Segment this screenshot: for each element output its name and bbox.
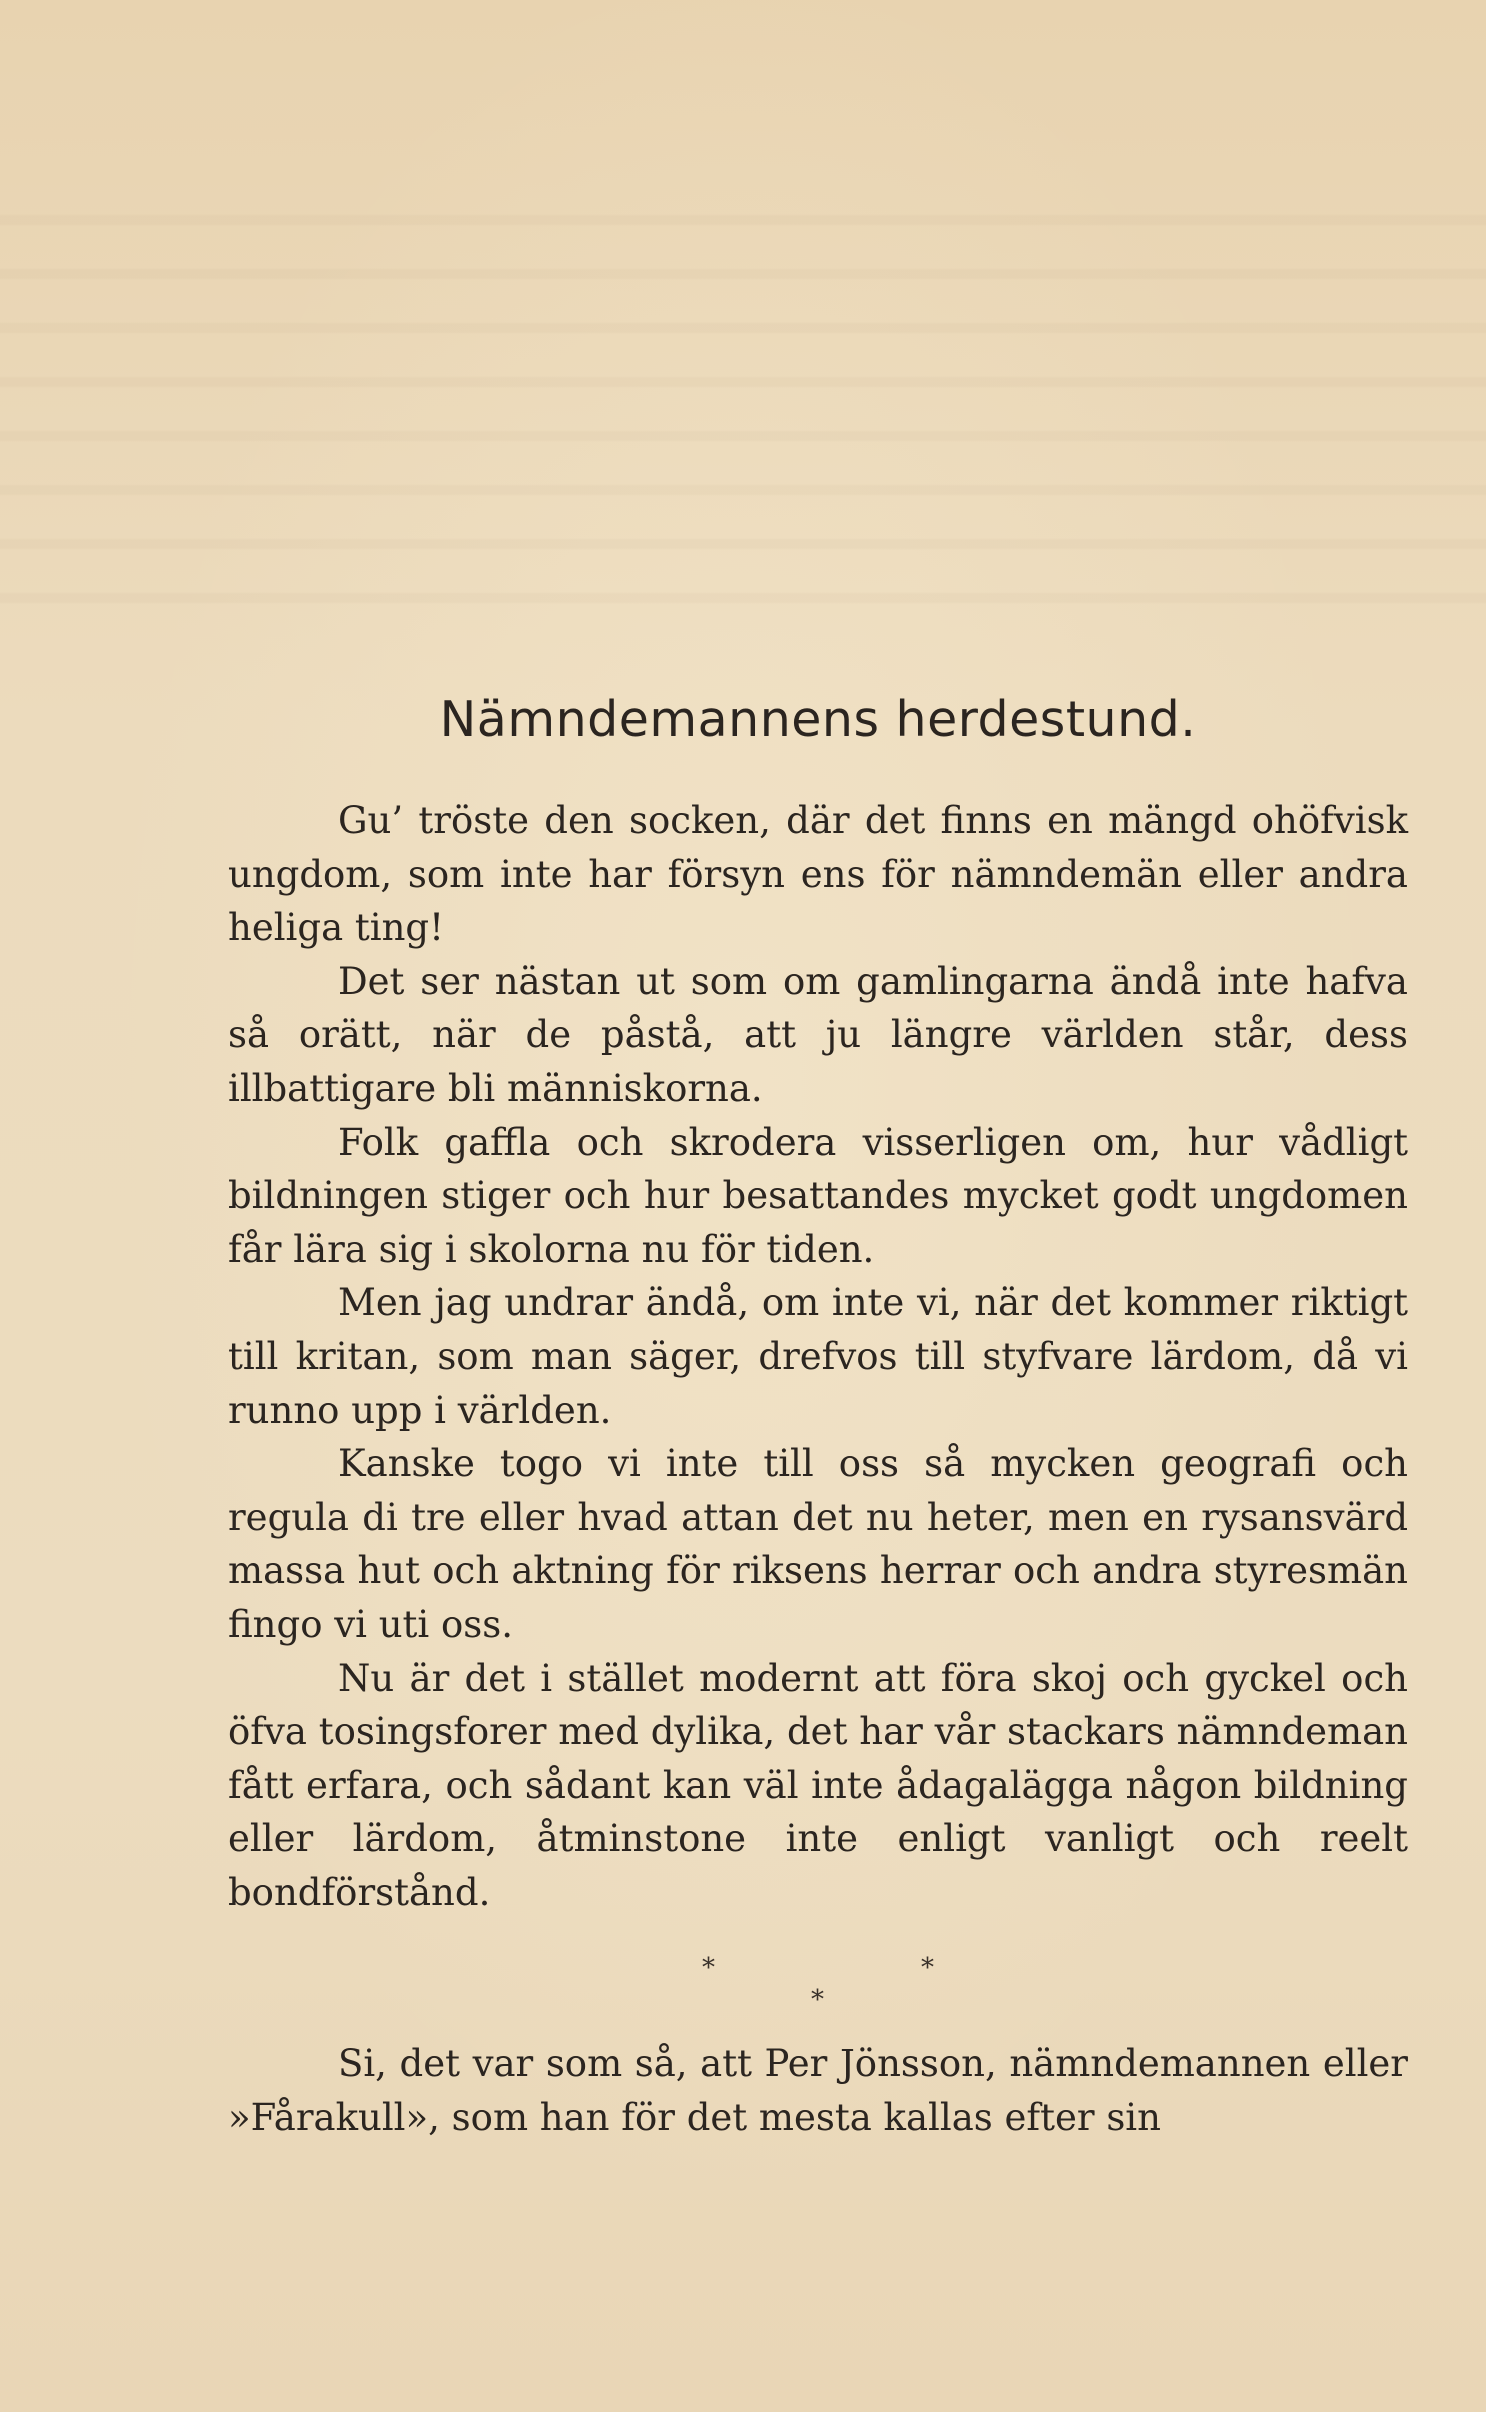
asterisk-left: * [702, 1953, 715, 1984]
asterisk-right: * [921, 1953, 934, 1984]
paragraph-2: Det ser nästan ut som om gamlingarna ändå inte hafva så orätt, när de påstå, att ju längre världen står, dess illbattigare bli människorna. [228, 959, 1408, 1110]
paragraph-4: Men jag undrar ändå, om inte vi, när det kommer riktigt till kritan, som man säger, drefvos till styfvare lärdom, då vi runno upp i världen. [228, 1281, 1408, 1432]
paragraph-5: Kanske togo vi inte till oss så mycken geografi och regula di tre eller hvad attan det nu heter, men en rysansvärd massa hut och aktning för riksens herrar och andra styresmän fingo vi uti oss. [228, 1442, 1408, 1646]
paragraph-6: Nu är det i stället modernt att föra skoj och gyckel och öfva tosingsforer med dylika, det har vår stackars nämndeman fått erfara, och sådant kan väl inte ådagalägga någon bildning eller lärdom, åtminstone inte enligt vanligt och reelt bondförstånd. [228, 1656, 1408, 1914]
paragraph-continuation: Si, det var som så, att Per Jönsson, nämndemannen eller »Fårakull», som han för det mesta kallas efter sin [228, 2042, 1408, 2140]
paragraph-3: Folk gaffla och skrodera visserligen om, hur vådligt bildningen stiger och hur besattandes mycket godt ungdomen får lära sig i skolorna nu för tiden. [228, 1120, 1408, 1271]
bleed-through-shadow [0, 180, 1486, 640]
text-block [228, 690, 1408, 2145]
asterisk-bottom: * [811, 1985, 824, 2016]
chapter-title: Nämndemannens herdestund. [439, 691, 1197, 748]
paragraph-1: Gu’ tröste den socken, där det finns en mängd ohöfvisk ungdom, som inte har försyn ens för nämndemän eller andra heliga ting! [228, 799, 1408, 950]
section-break [228, 1927, 1408, 2037]
